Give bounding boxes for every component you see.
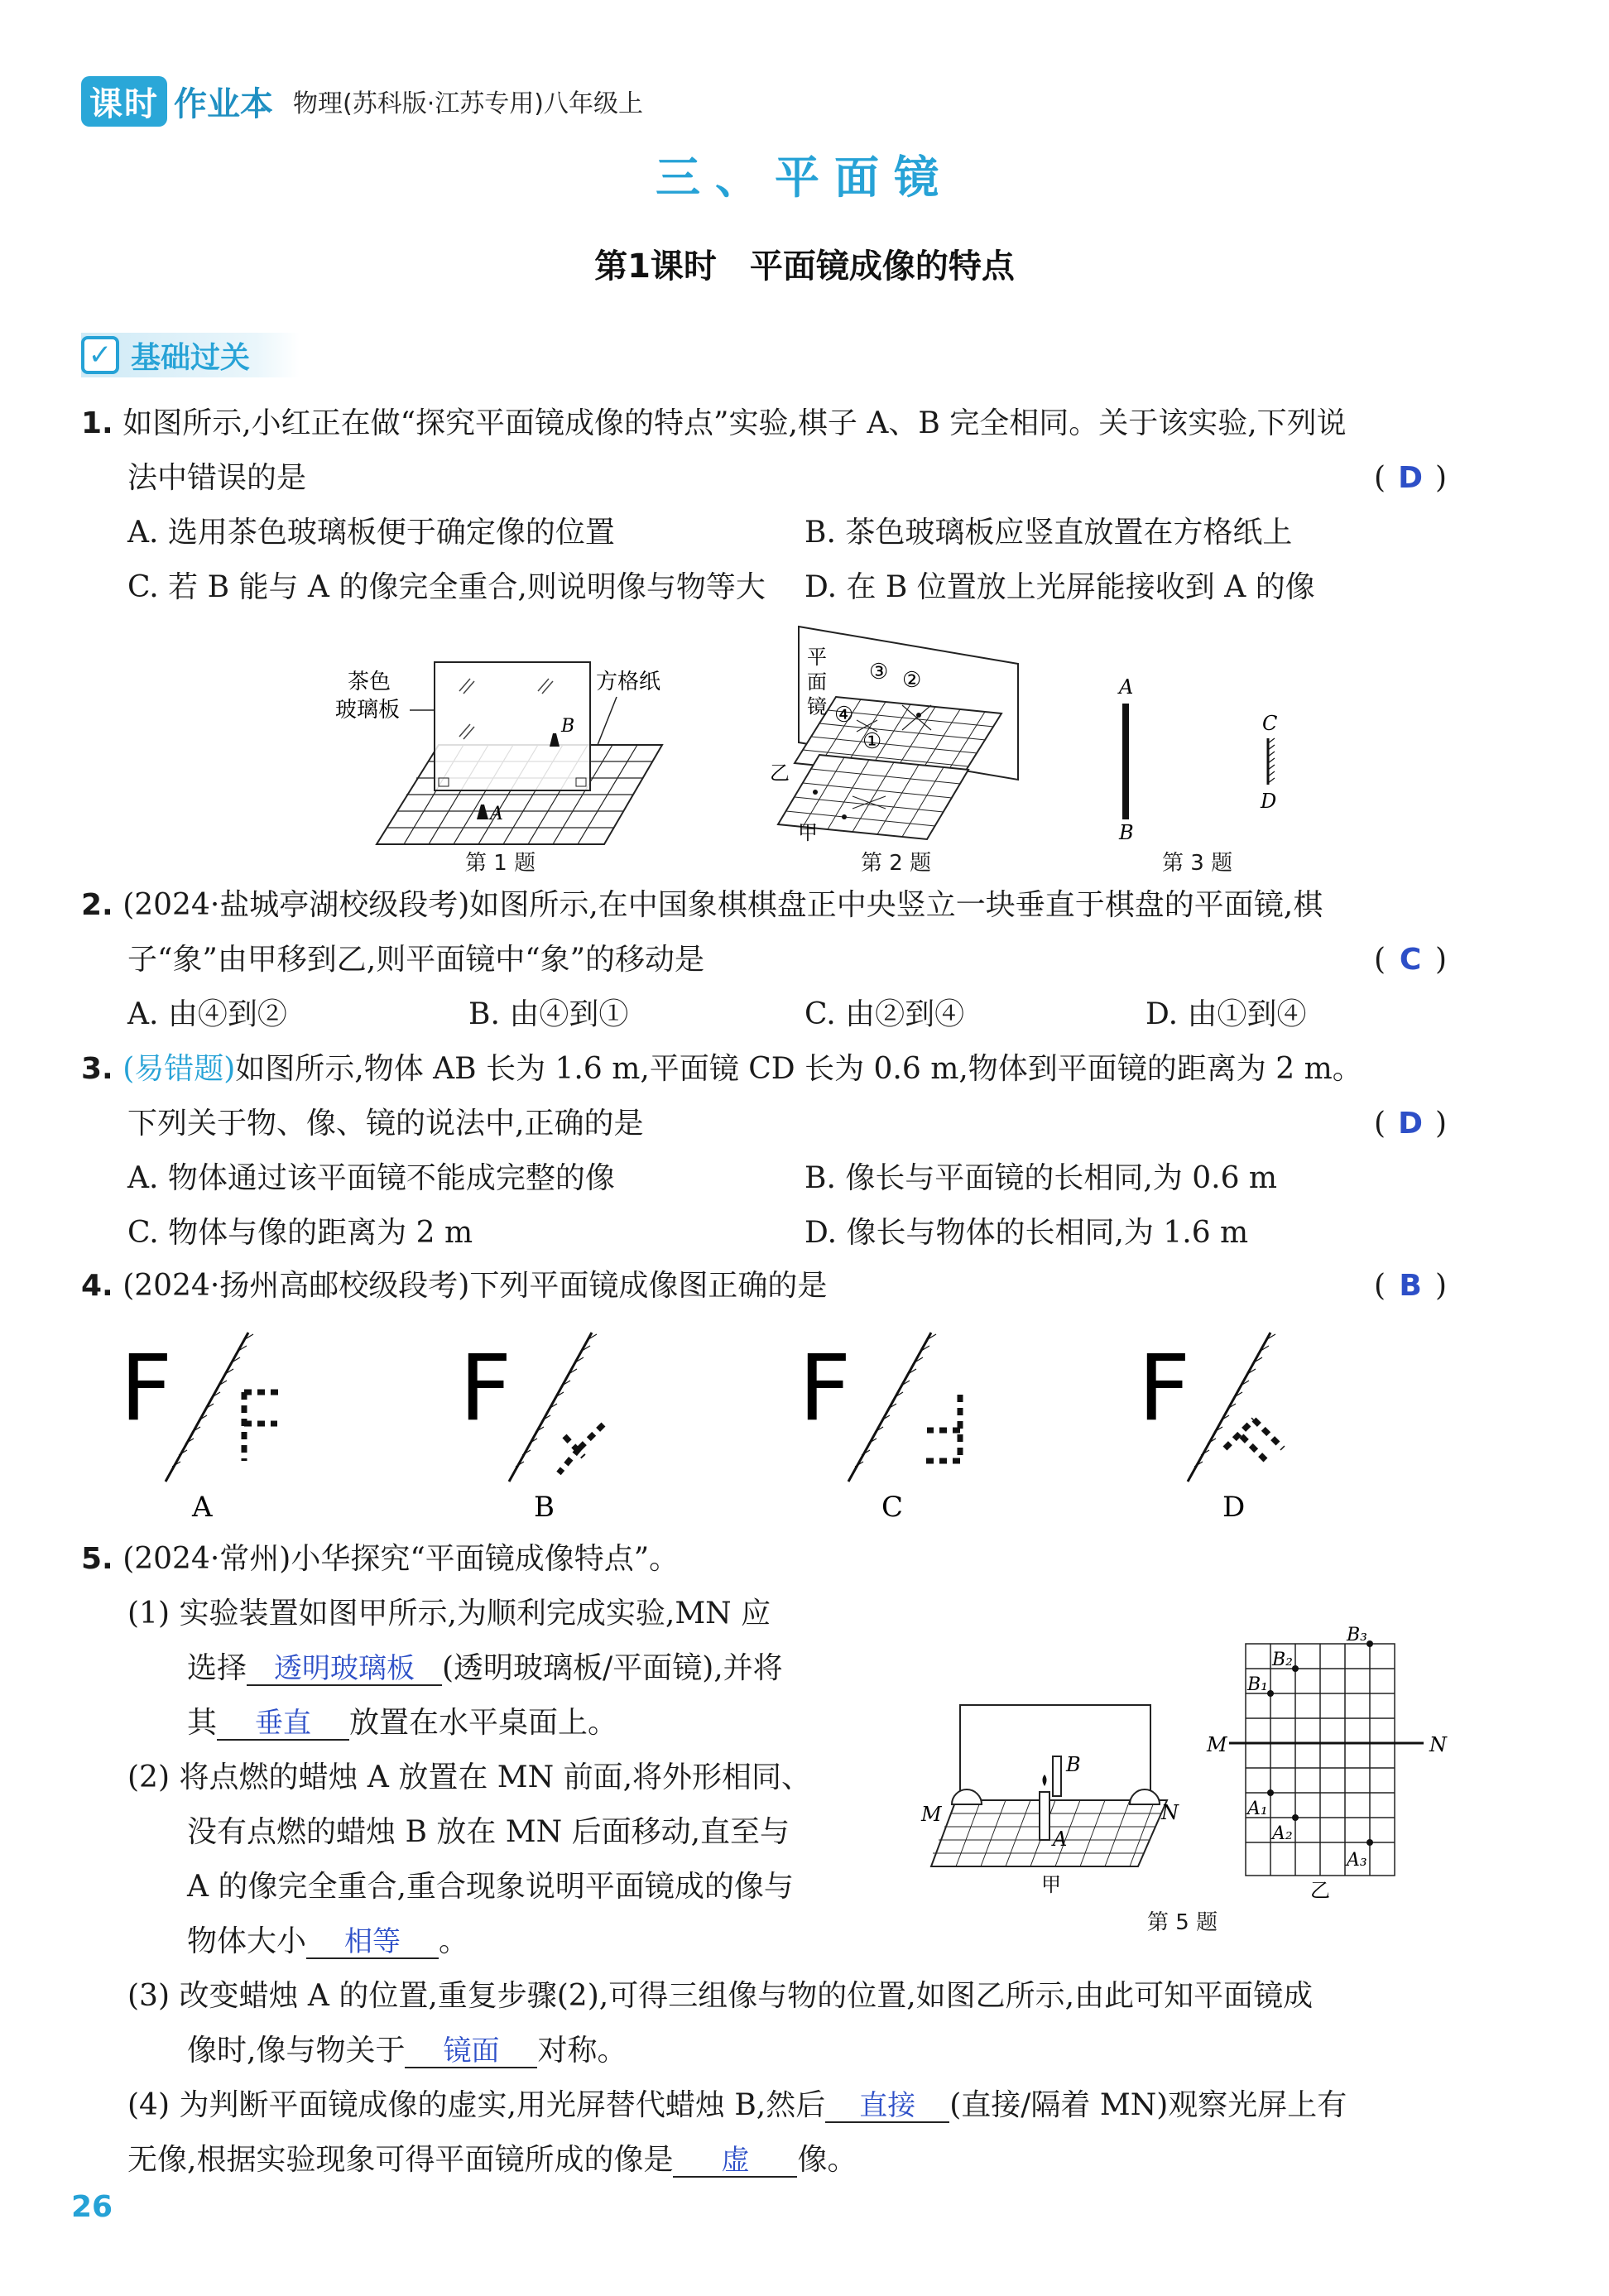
fig3-label-a: A — [1119, 675, 1134, 699]
q5-p4-text2a: 无像,根据实验现象可得平面镜所成的像是 — [127, 2143, 674, 2177]
q5-p4-line1 — [127, 2087, 1347, 2124]
q1-answer: ( D ) — [1374, 461, 1448, 495]
q4-b-object: F — [459, 1335, 512, 1441]
q2-answer-letter: C — [1399, 943, 1422, 977]
q4-answer: ( B ) — [1374, 1269, 1448, 1303]
fig3-label-c: C — [1262, 712, 1278, 735]
q5-number: 5. — [81, 1542, 113, 1576]
q4-d-mirror — [1188, 1333, 1270, 1482]
q5-blank-2: 垂直 — [217, 1708, 349, 1741]
q5-blank-4: 镜面 — [405, 2035, 537, 2068]
book-header — [81, 74, 643, 127]
fig2-mirror-label1: 平 — [807, 646, 827, 669]
q3-number: 3. — [81, 1052, 113, 1086]
subject-label: 物理(苏科版·江苏专用)八年级上 — [293, 89, 643, 118]
q5-line1 — [81, 1541, 679, 1578]
q5-p4-text2b: 像。 — [797, 2143, 857, 2177]
page-number: 26 — [71, 2190, 113, 2224]
q5-p2-line2: 没有点燃的蜡烛 B 放在 MN 后面移动,直至与 — [187, 1815, 790, 1849]
q5-p3-line1: (3) 改变蜡烛 A 的位置,重复步骤(2),可得三组像与物的位置,如图乙所示,由此可知平面镜成 — [127, 1979, 1314, 2013]
q1-number: 1. — [81, 406, 113, 440]
q4-label-a: A — [192, 1491, 213, 1523]
q2-option-c: C. 由②到④ — [804, 997, 965, 1031]
q4-figure-b — [459, 1333, 604, 1523]
q2-option-a: A. 由④到② — [127, 997, 287, 1031]
q3-text1: 如图所示,物体 AB 长为 1.6 m,平面镜 CD 长为 0.6 m,物体到平面镜的距离为 2 m。 — [235, 1052, 1362, 1086]
figure-5-yi — [1204, 1619, 1453, 1900]
q4-label-b: B — [534, 1491, 555, 1523]
q5-intro: (2024·常州)小华探究“平面镜成像特点”。 — [122, 1542, 680, 1576]
brand-logo — [81, 77, 273, 125]
q4-d-object: F — [1138, 1335, 1191, 1441]
q3-tag: (易错题) — [122, 1052, 236, 1086]
q5-p4-line2 — [127, 2142, 857, 2178]
q4-line1 — [81, 1268, 827, 1304]
q5-p1-line3 — [187, 1705, 617, 1741]
q3-answer-letter: D — [1398, 1107, 1423, 1141]
q1-text1: 如图所示,小红正在做“探究平面镜成像的特点”实验,棋子 A、B 完全相同。关于该实验,下列说 — [122, 406, 1347, 440]
q1-text2: 法中错误的是 — [127, 461, 307, 495]
q5-blank-1: 透明玻璃板 — [247, 1653, 442, 1686]
brand-text: 作业本 — [174, 84, 273, 123]
q2-text1: (2024·盐城亭湖校级段考)如图所示,在中国象棋棋盘正中央竖立一块垂直于棋盘的平面镜,棋 — [122, 888, 1323, 922]
figure-1 — [331, 654, 679, 869]
q5-p1-text2b: (透明玻璃板/平面镜),并将 — [442, 1651, 783, 1685]
q5-p3-text2b: 对称。 — [537, 2034, 627, 2068]
fig1-paper-label: 方格纸 — [596, 670, 661, 694]
q4-a-object: F — [120, 1335, 173, 1441]
fig2-num1: ① — [862, 729, 882, 754]
q4-c-object: F — [799, 1335, 852, 1441]
fig2-mirror-label3: 镜 — [807, 695, 827, 718]
section-tag — [81, 333, 300, 377]
q5-p1-text3b: 放置在水平桌面上。 — [349, 1706, 618, 1740]
fig5-yi-label: 乙 — [1310, 1879, 1330, 1900]
q4-figure-c — [799, 1333, 960, 1523]
section-label: 基础过关 — [131, 340, 251, 375]
q5-p3-line2 — [187, 2033, 627, 2069]
q4-answer-letter: B — [1399, 1269, 1422, 1303]
chapter-title: 三、平面镜 — [656, 151, 953, 204]
q4-text1: (2024·扬州高邮校级段考)下列平面镜成像图正确的是 — [122, 1269, 828, 1303]
q3-option-b: B. 像长与平面镜的长相同,为 0.6 m — [804, 1161, 1278, 1195]
q4-c-mirror — [848, 1333, 931, 1482]
q2-option-d: D. 由①到④ — [1146, 997, 1307, 1031]
fig5yi-label-m: M — [1207, 1733, 1227, 1756]
q4-figure-a — [120, 1333, 281, 1523]
q4-figure-d — [1138, 1333, 1283, 1523]
q5-p4-text1a: (4) 为判断平面镜成像的虚实,用光屏替代蜡烛 B,然后 — [127, 2088, 826, 2122]
q1-answer-letter: D — [1398, 461, 1423, 495]
fig1-caption: 第 1 题 — [465, 851, 536, 876]
q5-blank-3: 相等 — [306, 1926, 439, 1959]
q5-blank-6: 虚 — [673, 2145, 797, 2178]
fig1-glass-label2: 玻璃板 — [335, 698, 401, 723]
q4-label-c: C — [881, 1491, 904, 1523]
q2-number: 2. — [81, 888, 113, 922]
fig5-label-a: A — [1053, 1828, 1068, 1851]
fig5-candle-b — [1053, 1756, 1061, 1796]
fig1-label-a: A — [490, 804, 503, 824]
q3-text2: 下列关于物、像、镜的说法中,正确的是 — [127, 1107, 644, 1141]
q1-option-d: D. 在 B 位置放上光屏能接收到 A 的像 — [804, 570, 1315, 604]
q1-line1 — [81, 406, 1347, 442]
q3-answer: ( D ) — [1374, 1107, 1448, 1141]
fig5-label-n: N — [1161, 1801, 1179, 1824]
fig2-jia: 甲 — [798, 821, 818, 844]
q4-label-d: D — [1222, 1491, 1246, 1523]
fig5-label-b: B — [1066, 1753, 1081, 1776]
fig1-label-b: B — [561, 716, 575, 737]
q5-p2-line1: (2) 将点燃的蜡烛 A 放置在 MN 前面,将外形相同、 — [127, 1760, 812, 1794]
q5-p1-text2a: 选择 — [187, 1651, 247, 1685]
fig1-glass-label1: 茶色 — [348, 670, 391, 694]
q2-text2: 子“象”由甲移到乙,则平面镜中“象”的移动是 — [127, 943, 705, 977]
fig5yi-label-b2: B₂ — [1272, 1650, 1293, 1670]
fig1-piece-a — [477, 805, 488, 819]
fig3-label-d: D — [1261, 790, 1277, 813]
fig5yi-label-b3: B₃ — [1347, 1625, 1367, 1645]
fig5yi-label-a2: A₂ — [1272, 1823, 1293, 1844]
fig5-jia-label: 甲 — [1041, 1873, 1061, 1896]
fig5yi-label-b1: B₁ — [1247, 1674, 1268, 1695]
fig2-num2: ② — [902, 668, 922, 693]
q4-b-mirror — [509, 1333, 592, 1482]
fig5yi-label-a1: A₁ — [1247, 1799, 1268, 1819]
q5-p1-line1: (1) 实验装置如图甲所示,为顺利完成实验,MN 应 — [127, 1597, 771, 1631]
q2-line1 — [81, 887, 1323, 924]
q1-option-c: C. 若 B 能与 A 的像完全重合,则说明像与物等大 — [127, 570, 766, 604]
fig5-caption: 第 5 题 — [1147, 1910, 1218, 1935]
q3-line1 — [81, 1051, 1362, 1088]
q5-p3-text2a: 像时,像与物关于 — [187, 2034, 406, 2068]
brand-box: 课时 — [81, 76, 167, 127]
fig2-yi: 乙 — [770, 761, 790, 785]
fig5yi-label-n: N — [1429, 1733, 1447, 1756]
q3-option-a: A. 物体通过该平面镜不能成完整的像 — [127, 1161, 615, 1195]
figure-2 — [761, 622, 1026, 846]
lesson-title: 第1课时 平面镜成像的特点 — [594, 247, 1015, 286]
fig2-num3: ③ — [869, 660, 889, 684]
fig2-mirror-label2: 面 — [807, 670, 827, 694]
check-icon: ✓ — [81, 336, 119, 374]
q3-option-d: D. 像长与物体的长相同,为 1.6 m — [804, 1216, 1249, 1250]
figure-5-jia — [919, 1688, 1184, 1904]
fig5-label-m: M — [921, 1803, 942, 1826]
fig3-label-b: B — [1119, 821, 1134, 844]
q5-p2-line3: A 的像完全重合,重合现象说明平面镜成的像与 — [187, 1870, 794, 1904]
q5-p4-text1b: (直接/隔着 MN)观察光屏上有 — [949, 2088, 1347, 2122]
q5-p2-line4 — [187, 1924, 468, 1960]
q3-option-c: C. 物体与像的距离为 2 m — [127, 1216, 473, 1250]
q4-number: 4. — [81, 1269, 113, 1303]
q1-option-a: A. 选用茶色玻璃板便于确定像的位置 — [127, 516, 615, 550]
fig5-candle-a — [1040, 1792, 1049, 1840]
figure-3 — [1101, 670, 1299, 844]
fig2-caption: 第 2 题 — [861, 851, 932, 876]
fig3-caption: 第 3 题 — [1162, 851, 1233, 876]
q2-option-b: B. 由④到① — [468, 997, 629, 1031]
fig2-num4: ④ — [834, 703, 854, 728]
fig5yi-label-a3: A₃ — [1347, 1850, 1367, 1871]
q4-a-mirror — [166, 1333, 248, 1482]
q5-blank-5: 直接 — [825, 2090, 949, 2123]
q5-p1-line2 — [187, 1650, 783, 1687]
q4-figures — [116, 1324, 1324, 1523]
q5-p2-text4a: 物体大小 — [187, 1924, 307, 1958]
q5-p1-text3a: 其 — [187, 1706, 218, 1740]
q5-p2-text4b: 。 — [439, 1924, 469, 1958]
q2-answer: ( C ) — [1374, 943, 1448, 977]
q1-option-b: B. 茶色玻璃板应竖直放置在方格纸上 — [804, 516, 1293, 550]
